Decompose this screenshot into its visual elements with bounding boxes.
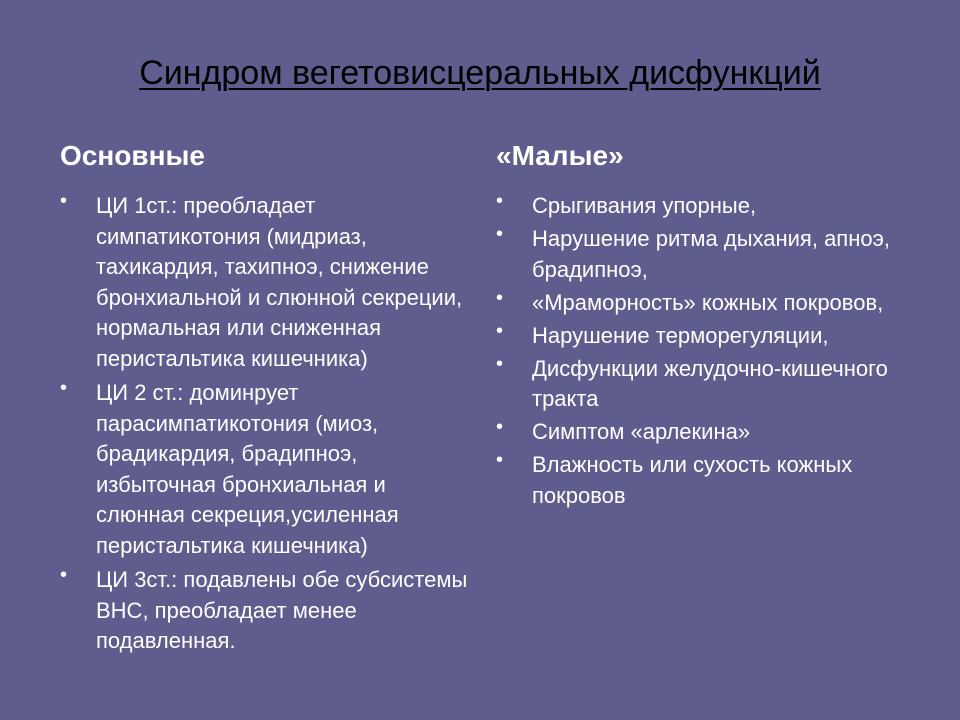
- bullet-icon: •: [496, 223, 504, 245]
- bullet-icon: •: [60, 377, 68, 399]
- right-column-heading: «Малые»: [496, 140, 624, 171]
- list-item: [496, 450, 926, 511]
- bullet-icon: •: [496, 352, 504, 375]
- bullet-icon: •: [496, 319, 504, 342]
- left-bullet-list: [60, 191, 470, 661]
- list-item-text: Нарушение терморегуляции,: [532, 322, 829, 348]
- list-item-text: Симптом «арлекина»: [532, 419, 751, 444]
- list-item: [496, 321, 926, 352]
- list-item-text: Влажность или сухость кожных покровов: [532, 452, 853, 508]
- bullet-icon: •: [496, 190, 504, 212]
- list-item-text: ЦИ 1ст.: преобладает симпатикотония (мидриаз, тахикардия, тахипноэ, снижение бронхиальной и слюнной секреции, нормальная или сниженная перистальтика кишечника): [96, 193, 463, 371]
- bullet-icon: •: [496, 449, 504, 471]
- bullet-icon: •: [60, 564, 68, 586]
- list-item-text: ЦИ 3ст.: подавлены обе субсистемы ВНС, преобладает менее подавленная.: [96, 567, 468, 653]
- list-item-text: Срыгивания упорные,: [532, 193, 757, 218]
- list-item-text: Нарушение ритма дыхания, апноэ, брадипноэ,: [532, 226, 890, 282]
- list-item: [60, 191, 470, 374]
- list-item-text: ЦИ 2 ст.: доминрует парасимпатикотония (миоз, брадикардия, брадипноэ, избыточная бронхиальная и слюнная секреция,усиленная перистальтика кишечника): [96, 380, 399, 558]
- list-item-text: «Мраморность» кожных покровов,: [532, 289, 884, 315]
- list-item: [60, 378, 470, 561]
- list-item: [496, 288, 926, 319]
- list-item: [496, 191, 926, 222]
- bullet-icon: •: [496, 286, 504, 309]
- slide-title: Синдром вегетовисцеральных дисфункций: [139, 54, 821, 92]
- list-item: [60, 565, 470, 657]
- bullet-icon: •: [60, 190, 68, 212]
- left-column-heading: Основные: [60, 140, 205, 171]
- list-item: [496, 354, 926, 415]
- right-bullet-list: [496, 191, 926, 514]
- list-item-text: Дисфункции желудочно-кишечного тракта: [532, 355, 888, 411]
- list-item: [496, 417, 926, 448]
- bullet-icon: •: [496, 416, 504, 438]
- list-item: [496, 224, 926, 285]
